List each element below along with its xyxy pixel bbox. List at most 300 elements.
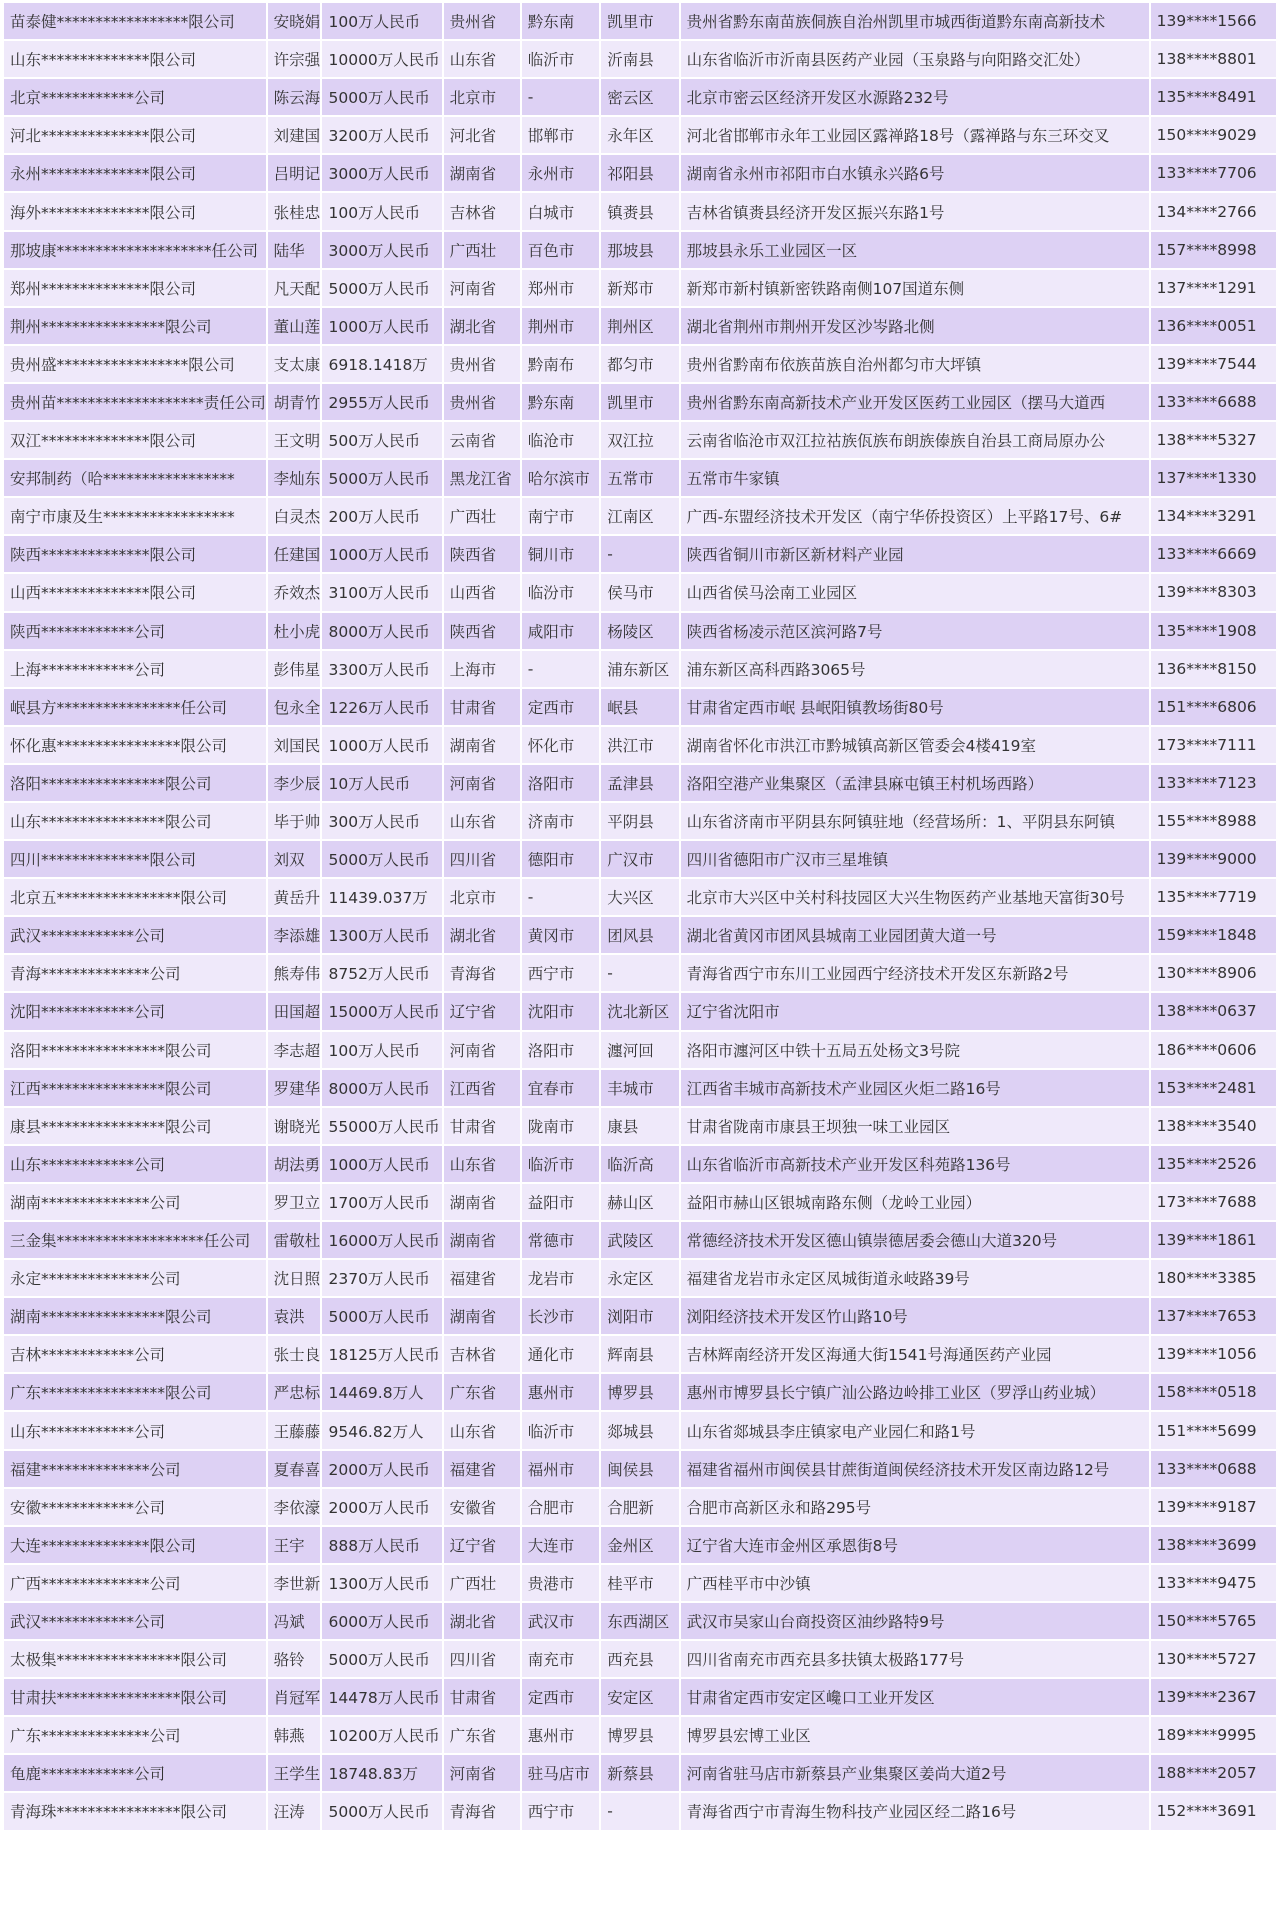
table-row bbox=[4, 1565, 1276, 1601]
district-cell: 江南区 bbox=[601, 498, 678, 534]
city-cell: 西宁市 bbox=[522, 955, 599, 991]
address-cell: 北京市大兴区中关村科技园区大兴生物医药产业基地天富街30号 bbox=[681, 879, 1149, 915]
company-cell: 四川**************限公司 bbox=[4, 841, 266, 877]
address-cell: 山东省郯城县李庄镇家电产业园仁和路1号 bbox=[681, 1412, 1149, 1448]
table-row bbox=[4, 1108, 1276, 1144]
contact-cell: 毕于帅 bbox=[268, 803, 321, 839]
company-cell: 武汉************公司 bbox=[4, 1603, 266, 1639]
phone-cell: 155****8988 bbox=[1151, 803, 1276, 839]
city-cell: - bbox=[522, 79, 599, 115]
phone-cell: 180****3385 bbox=[1151, 1260, 1276, 1296]
table-row bbox=[4, 1298, 1276, 1334]
address-cell: 合肥市高新区永和路295号 bbox=[681, 1489, 1149, 1525]
province-cell: 四川省 bbox=[444, 841, 520, 877]
company-cell: 岷县方****************任公司 bbox=[4, 689, 266, 725]
address-cell: 山东省临沂市高新技术产业开发区科苑路136号 bbox=[681, 1146, 1149, 1182]
phone-cell: 173****7111 bbox=[1151, 727, 1276, 763]
company-cell: 山东****************限公司 bbox=[4, 803, 266, 839]
address-cell: 甘肃省定西市岷 县岷阳镇教场街80号 bbox=[681, 689, 1149, 725]
address-cell: 湖北省黄冈市团风县城南工业园团黄大道一号 bbox=[681, 917, 1149, 953]
address-cell: 青海省西宁市青海生物科技产业园区经二路16号 bbox=[681, 1793, 1149, 1829]
city-cell: 宜春市 bbox=[522, 1070, 599, 1106]
phone-cell: 139****9000 bbox=[1151, 841, 1276, 877]
contact-cell: 杜小虎 bbox=[268, 613, 321, 649]
phone-cell: 139****1861 bbox=[1151, 1222, 1276, 1258]
company-cell: 青海**************公司 bbox=[4, 955, 266, 991]
district-cell: 新郑市 bbox=[601, 270, 678, 306]
city-cell: 邯郸市 bbox=[522, 117, 599, 153]
table-row bbox=[4, 1336, 1276, 1372]
district-cell: 荆州区 bbox=[601, 308, 678, 344]
district-cell: 浏阳市 bbox=[601, 1298, 678, 1334]
province-cell: 贵州省 bbox=[444, 346, 520, 382]
table-row bbox=[4, 536, 1276, 572]
capital-cell: 300万人民币 bbox=[322, 803, 441, 839]
province-cell: 甘肃省 bbox=[444, 689, 520, 725]
table-row bbox=[4, 765, 1276, 801]
phone-cell: 133****7706 bbox=[1151, 155, 1276, 191]
table-row bbox=[4, 1717, 1276, 1753]
phone-cell: 138****3699 bbox=[1151, 1527, 1276, 1563]
table-row bbox=[4, 613, 1276, 649]
district-cell: - bbox=[601, 955, 678, 991]
province-cell: 湖南省 bbox=[444, 155, 520, 191]
province-cell: 广西壮 bbox=[444, 498, 520, 534]
table-row bbox=[4, 270, 1276, 306]
phone-cell: 139****9187 bbox=[1151, 1489, 1276, 1525]
contact-cell: 袁洪 bbox=[268, 1298, 321, 1334]
company-cell: 南宁市康及生***************** bbox=[4, 498, 266, 534]
table-row bbox=[4, 1146, 1276, 1182]
address-cell: 辽宁省沈阳市 bbox=[681, 993, 1149, 1029]
contact-cell: 夏春喜 bbox=[268, 1451, 321, 1487]
phone-cell: 186****0606 bbox=[1151, 1032, 1276, 1068]
capital-cell: 1300万人民币 bbox=[322, 1565, 441, 1601]
address-cell: 湖南省怀化市洪江市黔城镇高新区管委会4楼419室 bbox=[681, 727, 1149, 763]
table-row bbox=[4, 1679, 1276, 1715]
contact-cell: 雷敬杜 bbox=[268, 1222, 321, 1258]
district-cell: 桂平市 bbox=[601, 1565, 678, 1601]
capital-cell: 100万人民币 bbox=[322, 193, 441, 229]
province-cell: 江西省 bbox=[444, 1070, 520, 1106]
contact-cell: 肖冠军 bbox=[268, 1679, 321, 1715]
contact-cell: 任建国 bbox=[268, 536, 321, 572]
table-row bbox=[4, 460, 1276, 496]
capital-cell: 11439.037万 bbox=[322, 879, 441, 915]
province-cell: 黑龙江省 bbox=[444, 460, 520, 496]
company-cell: 安徽************公司 bbox=[4, 1489, 266, 1525]
contact-cell: 李依濠 bbox=[268, 1489, 321, 1525]
city-cell: 怀化市 bbox=[522, 727, 599, 763]
province-cell: 四川省 bbox=[444, 1641, 520, 1677]
city-cell: 西宁市 bbox=[522, 1793, 599, 1829]
company-cell: 山东**************限公司 bbox=[4, 41, 266, 77]
table-row bbox=[4, 1603, 1276, 1639]
province-cell: 青海省 bbox=[444, 1793, 520, 1829]
company-cell: 福建**************公司 bbox=[4, 1451, 266, 1487]
province-cell: 河北省 bbox=[444, 117, 520, 153]
address-cell: 青海省西宁市东川工业园西宁经济技术开发区东新路2号 bbox=[681, 955, 1149, 991]
contact-cell: 王文明 bbox=[268, 422, 321, 458]
district-cell: 沂南县 bbox=[601, 41, 678, 77]
city-cell: 通化市 bbox=[522, 1336, 599, 1372]
capital-cell: 2000万人民币 bbox=[322, 1489, 441, 1525]
province-cell: 陕西省 bbox=[444, 536, 520, 572]
phone-cell: 139****8303 bbox=[1151, 574, 1276, 610]
district-cell: 沈北新区 bbox=[601, 993, 678, 1029]
table-row bbox=[4, 422, 1276, 458]
address-cell: 山东省临沂市沂南县医药产业园（玉泉路与向阳路交汇处） bbox=[681, 41, 1149, 77]
city-cell: 福州市 bbox=[522, 1451, 599, 1487]
capital-cell: 3200万人民币 bbox=[322, 117, 441, 153]
contact-cell: 罗卫立 bbox=[268, 1184, 321, 1220]
contact-cell: 谢晓光 bbox=[268, 1108, 321, 1144]
contact-cell: 冯斌 bbox=[268, 1603, 321, 1639]
province-cell: 安徽省 bbox=[444, 1489, 520, 1525]
phone-cell: 138****3540 bbox=[1151, 1108, 1276, 1144]
capital-cell: 16000万人民币 bbox=[322, 1222, 441, 1258]
district-cell: 杨陵区 bbox=[601, 613, 678, 649]
capital-cell: 5000万人民币 bbox=[322, 841, 441, 877]
contact-cell: 刘建国 bbox=[268, 117, 321, 153]
address-cell: 新郑市新村镇新密铁路南侧107国道东侧 bbox=[681, 270, 1149, 306]
city-cell: 长沙市 bbox=[522, 1298, 599, 1334]
city-cell: 临汾市 bbox=[522, 574, 599, 610]
company-cell: 湖南****************限公司 bbox=[4, 1298, 266, 1334]
address-cell: 益阳市赫山区银城南路东侧（龙岭工业园） bbox=[681, 1184, 1149, 1220]
capital-cell: 200万人民币 bbox=[322, 498, 441, 534]
city-cell: 南宁市 bbox=[522, 498, 599, 534]
company-cell: 洛阳****************限公司 bbox=[4, 765, 266, 801]
company-cell: 贵州苗*******************责任公司 bbox=[4, 384, 266, 420]
city-cell: 洛阳市 bbox=[522, 765, 599, 801]
district-cell: 大兴区 bbox=[601, 879, 678, 915]
district-cell: 孟津县 bbox=[601, 765, 678, 801]
province-cell: 上海市 bbox=[444, 651, 520, 687]
address-cell: 陕西省铜川市新区新材料产业园 bbox=[681, 536, 1149, 572]
table-body bbox=[4, 3, 1276, 1830]
province-cell: 福建省 bbox=[444, 1260, 520, 1296]
city-cell: 永州市 bbox=[522, 155, 599, 191]
capital-cell: 6000万人民币 bbox=[322, 1603, 441, 1639]
city-cell: 洛阳市 bbox=[522, 1032, 599, 1068]
city-cell: 临沂市 bbox=[522, 1146, 599, 1182]
capital-cell: 1300万人民币 bbox=[322, 917, 441, 953]
table-row bbox=[4, 1032, 1276, 1068]
province-cell: 贵州省 bbox=[444, 3, 520, 39]
province-cell: 河南省 bbox=[444, 765, 520, 801]
phone-cell: 139****7544 bbox=[1151, 346, 1276, 382]
district-cell: 赫山区 bbox=[601, 1184, 678, 1220]
phone-cell: 151****6806 bbox=[1151, 689, 1276, 725]
company-cell: 河北**************限公司 bbox=[4, 117, 266, 153]
province-cell: 山西省 bbox=[444, 574, 520, 610]
city-cell: 荆州市 bbox=[522, 308, 599, 344]
address-cell: 惠州市博罗县长宁镇广汕公路边岭排工业区（罗浮山药业城） bbox=[681, 1374, 1149, 1410]
phone-cell: 158****0518 bbox=[1151, 1374, 1276, 1410]
city-cell: 郑州市 bbox=[522, 270, 599, 306]
phone-cell: 139****1056 bbox=[1151, 1336, 1276, 1372]
capital-cell: 888万人民币 bbox=[322, 1527, 441, 1563]
company-cell: 双江**************限公司 bbox=[4, 422, 266, 458]
phone-cell: 139****2367 bbox=[1151, 1679, 1276, 1715]
phone-cell: 138****8801 bbox=[1151, 41, 1276, 77]
capital-cell: 1000万人民币 bbox=[322, 727, 441, 763]
capital-cell: 55000万人民币 bbox=[322, 1108, 441, 1144]
city-cell: 合肥市 bbox=[522, 1489, 599, 1525]
contact-cell: 刘双 bbox=[268, 841, 321, 877]
phone-cell: 133****9475 bbox=[1151, 1565, 1276, 1601]
table-row bbox=[4, 1412, 1276, 1448]
company-cell: 怀化惠****************限公司 bbox=[4, 727, 266, 763]
company-cell: 广西**************公司 bbox=[4, 1565, 266, 1601]
contact-cell: 李添雄 bbox=[268, 917, 321, 953]
province-cell: 湖南省 bbox=[444, 1184, 520, 1220]
city-cell: 惠州市 bbox=[522, 1717, 599, 1753]
phone-cell: 139****1566 bbox=[1151, 3, 1276, 39]
address-cell: 陕西省杨凌示范区滨河路7号 bbox=[681, 613, 1149, 649]
city-cell: 定西市 bbox=[522, 1679, 599, 1715]
table-row bbox=[4, 993, 1276, 1029]
province-cell: 辽宁省 bbox=[444, 1527, 520, 1563]
company-cell: 郑州**************限公司 bbox=[4, 270, 266, 306]
city-cell: 临沂市 bbox=[522, 1412, 599, 1448]
province-cell: 青海省 bbox=[444, 955, 520, 991]
contact-cell: 李少辰 bbox=[268, 765, 321, 801]
phone-cell: 133****7123 bbox=[1151, 765, 1276, 801]
city-cell: 武汉市 bbox=[522, 1603, 599, 1639]
capital-cell: 1000万人民币 bbox=[322, 1146, 441, 1182]
phone-cell: 188****2057 bbox=[1151, 1755, 1276, 1791]
contact-cell: 白灵杰 bbox=[268, 498, 321, 534]
company-cell: 北京************公司 bbox=[4, 79, 266, 115]
phone-cell: 133****0688 bbox=[1151, 1451, 1276, 1487]
city-cell: 惠州市 bbox=[522, 1374, 599, 1410]
province-cell: 广东省 bbox=[444, 1717, 520, 1753]
province-cell: 广西壮 bbox=[444, 1565, 520, 1601]
phone-cell: 133****6669 bbox=[1151, 536, 1276, 572]
contact-cell: 熊寿伟 bbox=[268, 955, 321, 991]
company-cell: 海外**************限公司 bbox=[4, 193, 266, 229]
phone-cell: 137****1291 bbox=[1151, 270, 1276, 306]
district-cell: 祁阳县 bbox=[601, 155, 678, 191]
table-row bbox=[4, 841, 1276, 877]
capital-cell: 5000万人民币 bbox=[322, 1298, 441, 1334]
address-cell: 洛阳市瀍河区中铁十五局五处杨文3号院 bbox=[681, 1032, 1149, 1068]
capital-cell: 1700万人民币 bbox=[322, 1184, 441, 1220]
province-cell: 河南省 bbox=[444, 270, 520, 306]
contact-cell: 罗建华 bbox=[268, 1070, 321, 1106]
phone-cell: 189****9995 bbox=[1151, 1717, 1276, 1753]
table-row bbox=[4, 384, 1276, 420]
address-cell: 福建省福州市闽侯县甘蔗街道闽侯经济技术开发区南边路12号 bbox=[681, 1451, 1149, 1487]
district-cell: 东西湖区 bbox=[601, 1603, 678, 1639]
province-cell: 湖北省 bbox=[444, 1603, 520, 1639]
capital-cell: 1226万人民币 bbox=[322, 689, 441, 725]
phone-cell: 136****8150 bbox=[1151, 651, 1276, 687]
company-cell: 北京五****************限公司 bbox=[4, 879, 266, 915]
district-cell: 那坡县 bbox=[601, 232, 678, 268]
city-cell: 益阳市 bbox=[522, 1184, 599, 1220]
table-row bbox=[4, 41, 1276, 77]
contact-cell: 张士良 bbox=[268, 1336, 321, 1372]
address-cell: 贵州省黔南布依族苗族自治州都匀市大坪镇 bbox=[681, 346, 1149, 382]
address-cell: 浦东新区高科西路3065号 bbox=[681, 651, 1149, 687]
table-row bbox=[4, 955, 1276, 991]
address-cell: 广西桂平市中沙镇 bbox=[681, 1565, 1149, 1601]
phone-cell: 134****2766 bbox=[1151, 193, 1276, 229]
capital-cell: 18748.83万 bbox=[322, 1755, 441, 1791]
city-cell: 铜川市 bbox=[522, 536, 599, 572]
contact-cell: 李灿东 bbox=[268, 460, 321, 496]
capital-cell: 5000万人民币 bbox=[322, 460, 441, 496]
table-row bbox=[4, 155, 1276, 191]
company-cell: 陕西**************限公司 bbox=[4, 536, 266, 572]
contact-cell: 黄岳升 bbox=[268, 879, 321, 915]
district-cell: 武陵区 bbox=[601, 1222, 678, 1258]
table-row bbox=[4, 1451, 1276, 1487]
province-cell: 湖北省 bbox=[444, 308, 520, 344]
company-table bbox=[2, 1, 1278, 1832]
city-cell: 咸阳市 bbox=[522, 613, 599, 649]
table-row bbox=[4, 574, 1276, 610]
contact-cell: 胡法勇 bbox=[268, 1146, 321, 1182]
phone-cell: 151****5699 bbox=[1151, 1412, 1276, 1448]
contact-cell: 陈云海 bbox=[268, 79, 321, 115]
capital-cell: 2370万人民币 bbox=[322, 1260, 441, 1296]
contact-cell: 乔效杰 bbox=[268, 574, 321, 610]
district-cell: 丰城市 bbox=[601, 1070, 678, 1106]
company-cell: 永州**************限公司 bbox=[4, 155, 266, 191]
contact-cell: 胡青竹 bbox=[268, 384, 321, 420]
city-cell: 黔东南 bbox=[522, 3, 599, 39]
contact-cell: 包永全 bbox=[268, 689, 321, 725]
address-cell: 广西-东盟经济技术开发区（南宁华侨投资区）上平路17号、6# bbox=[681, 498, 1149, 534]
capital-cell: 500万人民币 bbox=[322, 422, 441, 458]
capital-cell: 100万人民币 bbox=[322, 3, 441, 39]
district-cell: 新蔡县 bbox=[601, 1755, 678, 1791]
address-cell: 博罗县宏博工业区 bbox=[681, 1717, 1149, 1753]
province-cell: 湖南省 bbox=[444, 1222, 520, 1258]
province-cell: 湖北省 bbox=[444, 917, 520, 953]
province-cell: 山东省 bbox=[444, 803, 520, 839]
company-cell: 湖南**************公司 bbox=[4, 1184, 266, 1220]
capital-cell: 100万人民币 bbox=[322, 1032, 441, 1068]
contact-cell: 韩燕 bbox=[268, 1717, 321, 1753]
contact-cell: 陆华 bbox=[268, 232, 321, 268]
capital-cell: 18125万人民币 bbox=[322, 1336, 441, 1372]
address-cell: 河北省邯郸市永年工业园区露禅路18号（露禅路与东三环交叉 bbox=[681, 117, 1149, 153]
address-cell: 甘肃省陇南市康县王坝独一味工业园区 bbox=[681, 1108, 1149, 1144]
contact-cell: 吕明记 bbox=[268, 155, 321, 191]
company-cell: 青海珠****************限公司 bbox=[4, 1793, 266, 1829]
company-cell: 康县****************限公司 bbox=[4, 1108, 266, 1144]
city-cell: 沈阳市 bbox=[522, 993, 599, 1029]
district-cell: 临沂高 bbox=[601, 1146, 678, 1182]
company-cell: 沈阳************公司 bbox=[4, 993, 266, 1029]
capital-cell: 10万人民币 bbox=[322, 765, 441, 801]
district-cell: 辉南县 bbox=[601, 1336, 678, 1372]
address-cell: 贵州省黔东南高新技术产业开发区医药工业园区（摆马大道西 bbox=[681, 384, 1149, 420]
capital-cell: 1000万人民币 bbox=[322, 308, 441, 344]
table-row bbox=[4, 193, 1276, 229]
contact-cell: 李世新 bbox=[268, 1565, 321, 1601]
contact-cell: 李志超 bbox=[268, 1032, 321, 1068]
address-cell: 四川省南充市西充县多扶镇太极路177号 bbox=[681, 1641, 1149, 1677]
city-cell: - bbox=[522, 879, 599, 915]
table-row bbox=[4, 346, 1276, 382]
city-cell: 龙岩市 bbox=[522, 1260, 599, 1296]
capital-cell: 10000万人民币 bbox=[322, 41, 441, 77]
province-cell: 山东省 bbox=[444, 41, 520, 77]
table-row bbox=[4, 308, 1276, 344]
district-cell: 侯马市 bbox=[601, 574, 678, 610]
capital-cell: 8000万人民币 bbox=[322, 1070, 441, 1106]
city-cell: 南充市 bbox=[522, 1641, 599, 1677]
city-cell: 黔南布 bbox=[522, 346, 599, 382]
phone-cell: 138****0637 bbox=[1151, 993, 1276, 1029]
address-cell: 浏阳经济技术开发区竹山路10号 bbox=[681, 1298, 1149, 1334]
table-row bbox=[4, 1222, 1276, 1258]
capital-cell: 8752万人民币 bbox=[322, 955, 441, 991]
district-cell: - bbox=[601, 536, 678, 572]
city-cell: 哈尔滨市 bbox=[522, 460, 599, 496]
capital-cell: 5000万人民币 bbox=[322, 79, 441, 115]
address-cell: 山西省侯马浍南工业园区 bbox=[681, 574, 1149, 610]
district-cell: 平阴县 bbox=[601, 803, 678, 839]
province-cell: 湖南省 bbox=[444, 727, 520, 763]
table-row bbox=[4, 79, 1276, 115]
company-cell: 安邦制药（哈***************** bbox=[4, 460, 266, 496]
company-cell: 广东**************公司 bbox=[4, 1717, 266, 1753]
contact-cell: 许宗强 bbox=[268, 41, 321, 77]
capital-cell: 5000万人民币 bbox=[322, 1641, 441, 1677]
province-cell: 云南省 bbox=[444, 422, 520, 458]
district-cell: 团风县 bbox=[601, 917, 678, 953]
contact-cell: 张桂忠 bbox=[268, 193, 321, 229]
district-cell: - bbox=[601, 1793, 678, 1829]
contact-cell: 骆铃 bbox=[268, 1641, 321, 1677]
province-cell: 河南省 bbox=[444, 1032, 520, 1068]
province-cell: 北京市 bbox=[444, 879, 520, 915]
address-cell: 吉林辉南经济开发区海通大街1541号海通医药产业园 bbox=[681, 1336, 1149, 1372]
address-cell: 吉林省镇赉县经济开发区振兴东路1号 bbox=[681, 193, 1149, 229]
table-row bbox=[4, 1641, 1276, 1677]
table-row bbox=[4, 917, 1276, 953]
phone-cell: 136****0051 bbox=[1151, 308, 1276, 344]
district-cell: 浦东新区 bbox=[601, 651, 678, 687]
capital-cell: 14478万人民币 bbox=[322, 1679, 441, 1715]
capital-cell: 8000万人民币 bbox=[322, 613, 441, 649]
table-row bbox=[4, 1070, 1276, 1106]
district-cell: 五常市 bbox=[601, 460, 678, 496]
city-cell: 黄冈市 bbox=[522, 917, 599, 953]
phone-cell: 159****1848 bbox=[1151, 917, 1276, 953]
capital-cell: 2000万人民币 bbox=[322, 1451, 441, 1487]
table-row bbox=[4, 879, 1276, 915]
city-cell: 临沂市 bbox=[522, 41, 599, 77]
table-row bbox=[4, 1260, 1276, 1296]
district-cell: 凯里市 bbox=[601, 384, 678, 420]
phone-cell: 135****8491 bbox=[1151, 79, 1276, 115]
address-cell: 常德经济技术开发区德山镇崇德居委会德山大道320号 bbox=[681, 1222, 1149, 1258]
table-row bbox=[4, 117, 1276, 153]
contact-cell: 安晓娟 bbox=[268, 3, 321, 39]
capital-cell: 14469.8万人 bbox=[322, 1374, 441, 1410]
contact-cell: 支太康 bbox=[268, 346, 321, 382]
capital-cell: 3300万人民币 bbox=[322, 651, 441, 687]
company-cell: 荆州****************限公司 bbox=[4, 308, 266, 344]
